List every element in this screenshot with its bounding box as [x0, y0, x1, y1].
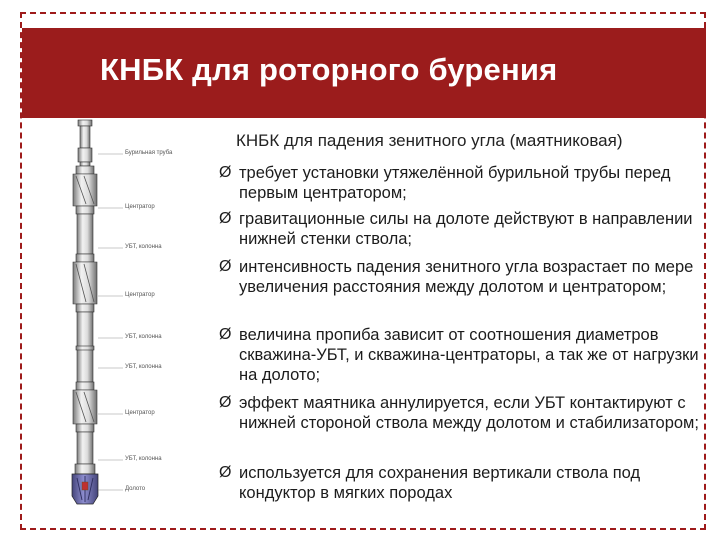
bha-label: Центратор — [125, 292, 155, 298]
slide-subtitle: КНБК для падения зенитного угла (маятниковая) — [236, 131, 623, 150]
bullet-text: гравитационные силы на долоте действуют в направлении нижней стенки ствола; — [239, 210, 693, 248]
bha-label: УБТ, колонна — [125, 244, 162, 250]
stabilizer-section — [73, 254, 97, 312]
bullet-arrow-icon: Ø — [219, 394, 232, 411]
bha-label: Центратор — [125, 410, 155, 416]
bullet-text: эффект маятника аннулируется, если УБТ контактируют с нижней стороной ствола между долотом и стабилизатором; — [239, 394, 699, 432]
bullet-text: требует установки утяжелённой бурильной трубы перед первым центратором; — [239, 164, 671, 202]
bullet-list — [219, 163, 707, 507]
bullet-arrow-icon: Ø — [219, 258, 232, 275]
bha-drawing — [60, 118, 210, 513]
drill-collar-section — [76, 312, 94, 382]
bullet-arrow-icon: Ø — [219, 210, 232, 227]
bullet-item — [219, 257, 707, 325]
bha-label: УБТ, колонна — [125, 456, 162, 462]
bullet-arrow-icon: Ø — [219, 326, 232, 343]
bha-label: УБТ, колонна — [125, 364, 162, 370]
drill-pipe-section — [78, 120, 92, 166]
bullet-item — [219, 463, 707, 507]
bullet-item — [219, 209, 707, 257]
bullet-item — [219, 325, 707, 393]
bullet-text: величина пропиба зависит от соотношения диаметров скважина-УБТ, и скважина-центраторы, а так же от нагрузки на долото; — [239, 326, 699, 384]
label-leaders — [98, 154, 123, 490]
bullet-item — [219, 393, 707, 463]
drill-collar-section — [77, 214, 93, 254]
bullet-item — [219, 163, 707, 209]
stabilizer-section — [73, 382, 97, 432]
slide-title: КНБК для роторного бурения — [100, 52, 558, 87]
drill-collar-section — [77, 432, 93, 464]
bha-label: Долото — [125, 486, 146, 492]
stabilizer-section — [73, 166, 97, 214]
bullet-text: используется для сохранения вертикали ствола под кондуктор в мягких породах — [239, 464, 641, 502]
bullet-text: интенсивность падения зенитного угла возрастает по мере увеличения расстояния между долотом и центратором; — [239, 258, 694, 296]
bha-label: Бурильная труба — [125, 150, 173, 156]
bha-diagram — [60, 118, 210, 513]
bullet-arrow-icon: Ø — [219, 464, 232, 481]
bullet-arrow-icon: Ø — [219, 164, 232, 181]
bha-label: Центратор — [125, 204, 155, 210]
bha-label: УБТ, колонна — [125, 334, 162, 340]
drill-bit — [72, 464, 98, 504]
